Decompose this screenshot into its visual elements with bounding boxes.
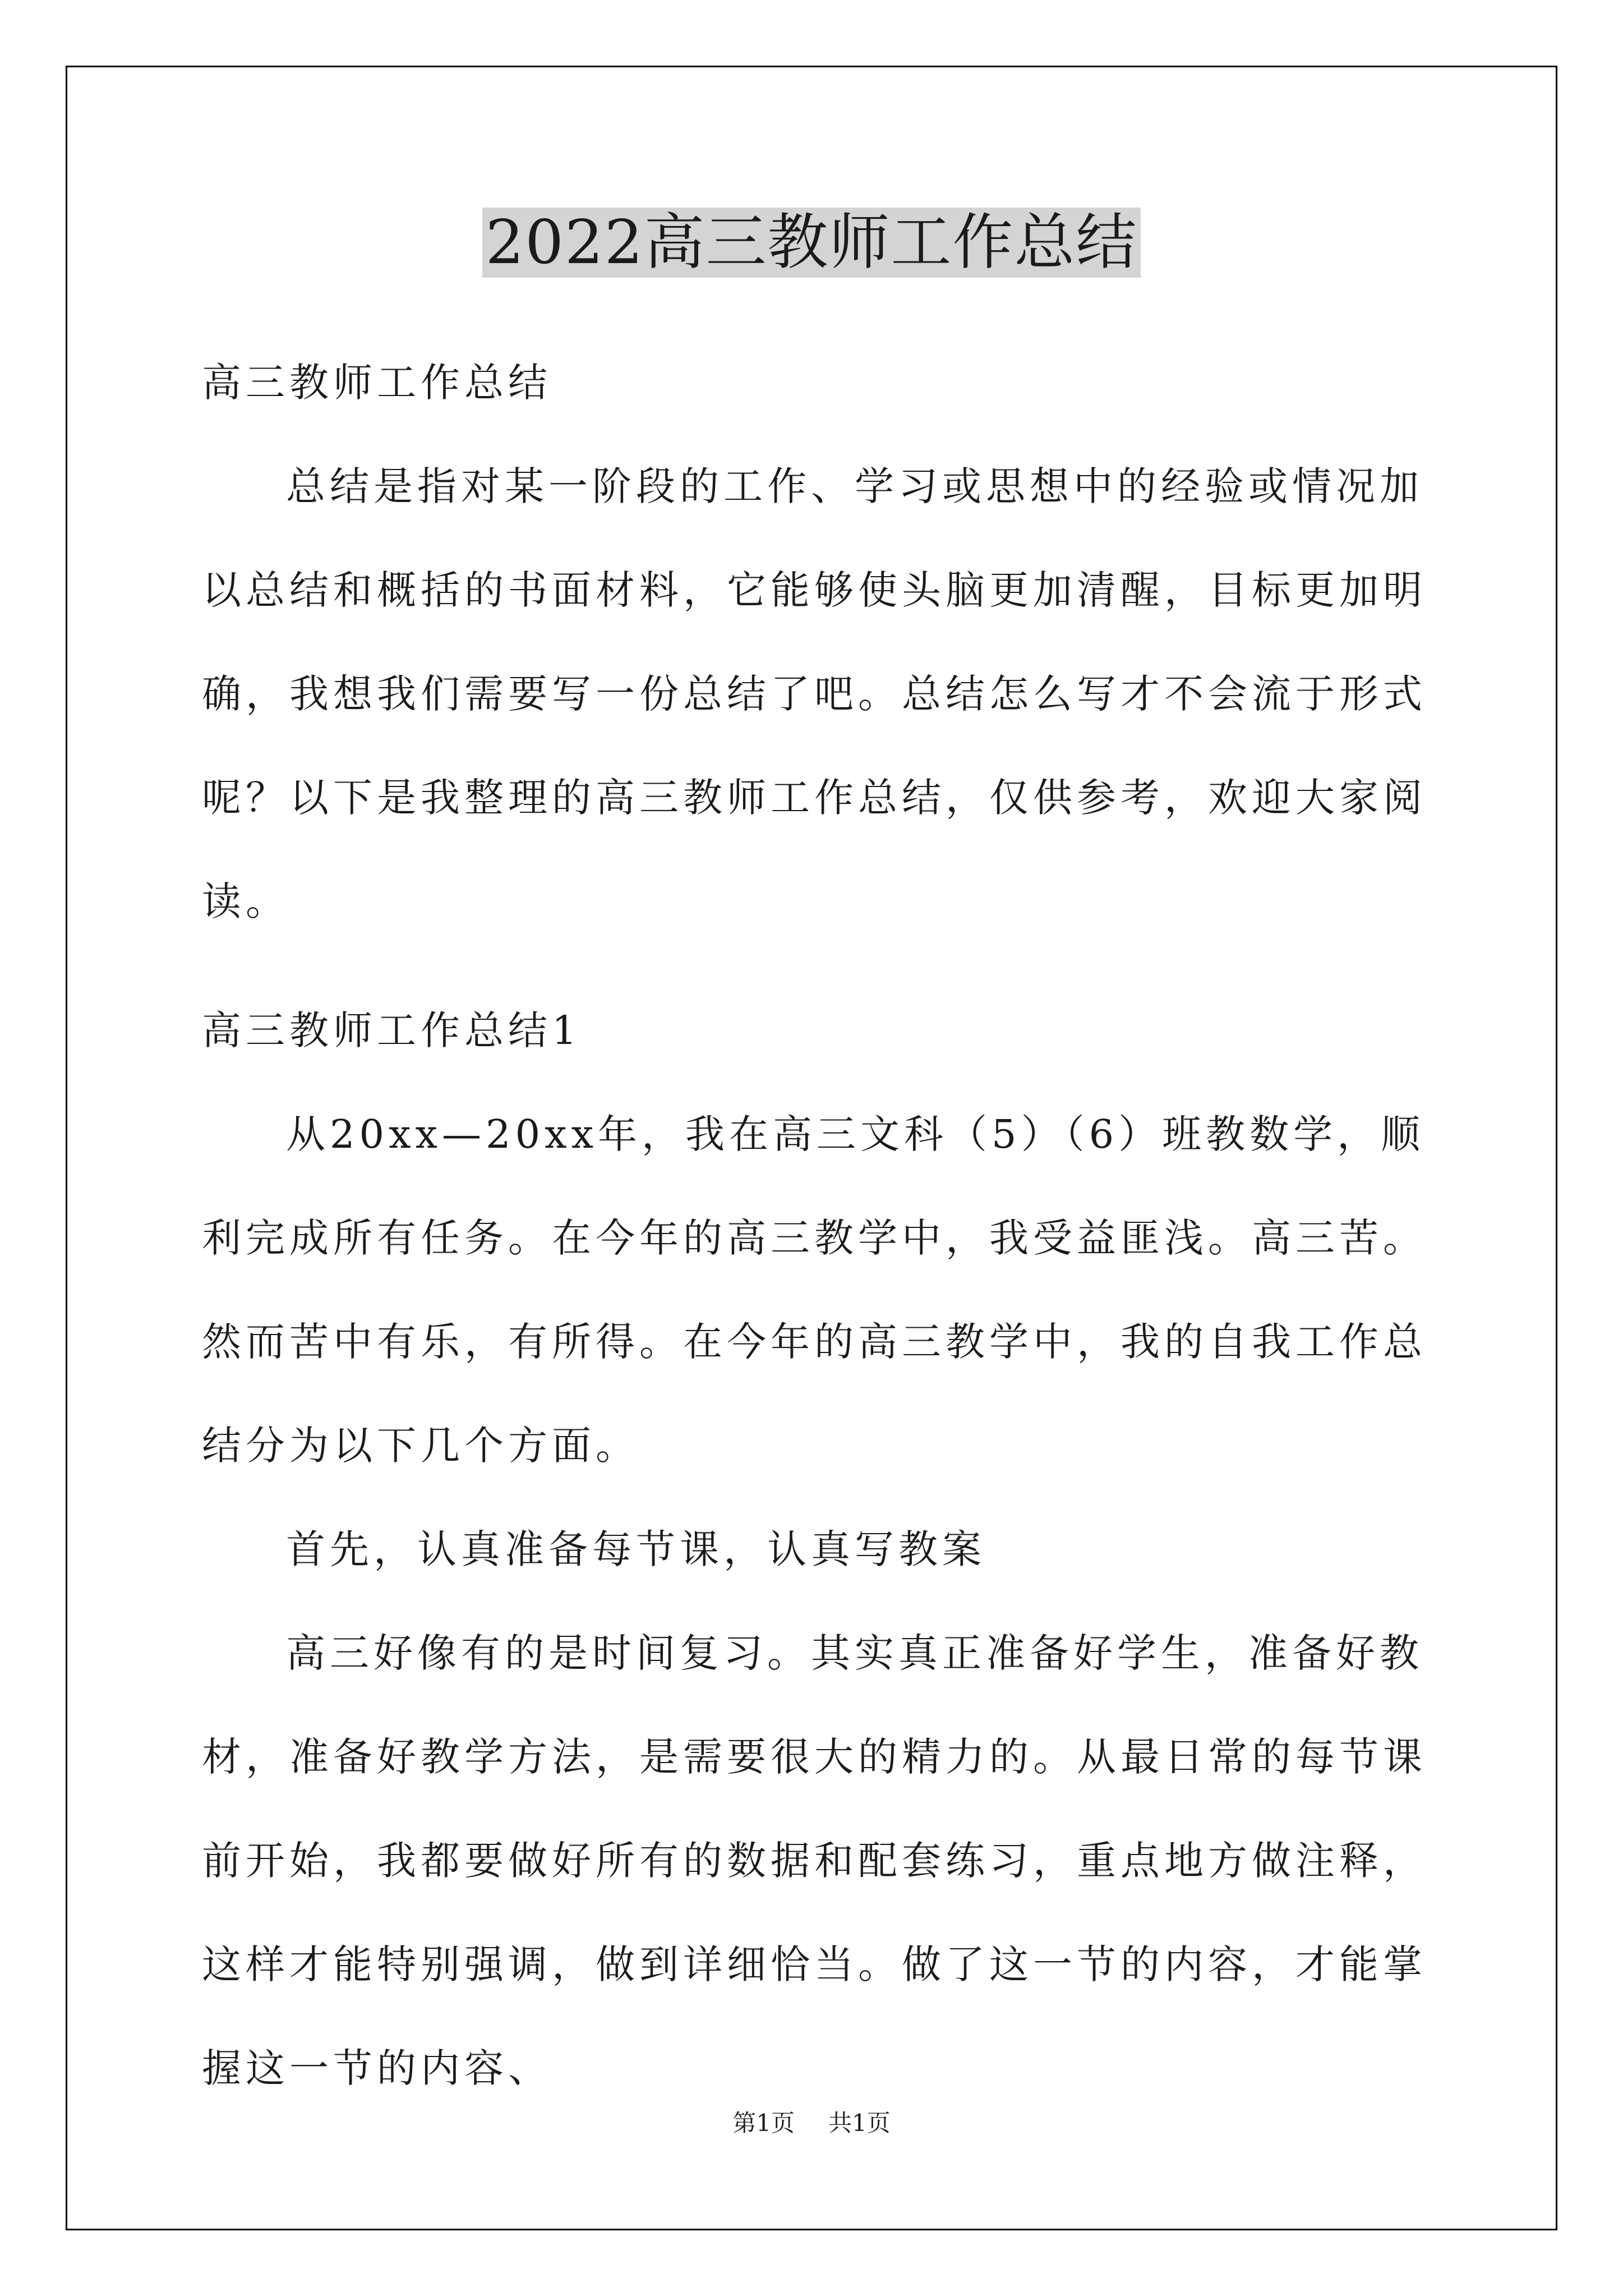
section-1-point-1: 首先，认真准备每节课，认真写教案 [286,1526,986,1572]
intro-paragraph: 总结是指对某一阶段的工作、学习或思想中的经验或情况加以总结和概括的书面材料，它能够使头脑更加清醒，目标更加明确，我想我们需要写一份总结了吧。总结怎么写才不会流于形式呢？以下是我整理的高三教师工作总结，仅供参考，欢迎大家阅读。 [202,463,1427,924]
page-number-total: 共1页 [828,2109,891,2137]
subtitle: 高三教师工作总结 [202,360,552,406]
page-number-current: 第1页 [732,2109,795,2137]
section-1-paragraph-2: 高三好像有的是时间复习。其实真正准备好学生，准备好教材，准备好教学方法，是需要很大的精力的。从最日常的每节课前开始，我都要做好所有的数据和配套练习，重点地方做注释，这样才能特别强调，做到详细恰当。做了这一节的内容，才能掌握这一节的内容、 [202,1630,1427,2091]
section-1-heading: 高三教师工作总结1 [202,1007,582,1053]
section-1 [202,979,1436,2120]
document-body [202,331,1436,954]
page-footer [0,2106,1623,2140]
document-title [0,201,1623,285]
document-title-text: 2022高三教师工作总结 [482,208,1141,278]
section-1-paragraph-1: 从20xx—20xx年，我在高三文科（5）（6）班教数学，顺利完成所有任务。在今年的高三教学中，我受益匪浅。高三苦。然而苦中有乐，有所得。在今年的高三教学中，我的自我工作总结分为以下几个方面。 [202,1111,1427,1469]
